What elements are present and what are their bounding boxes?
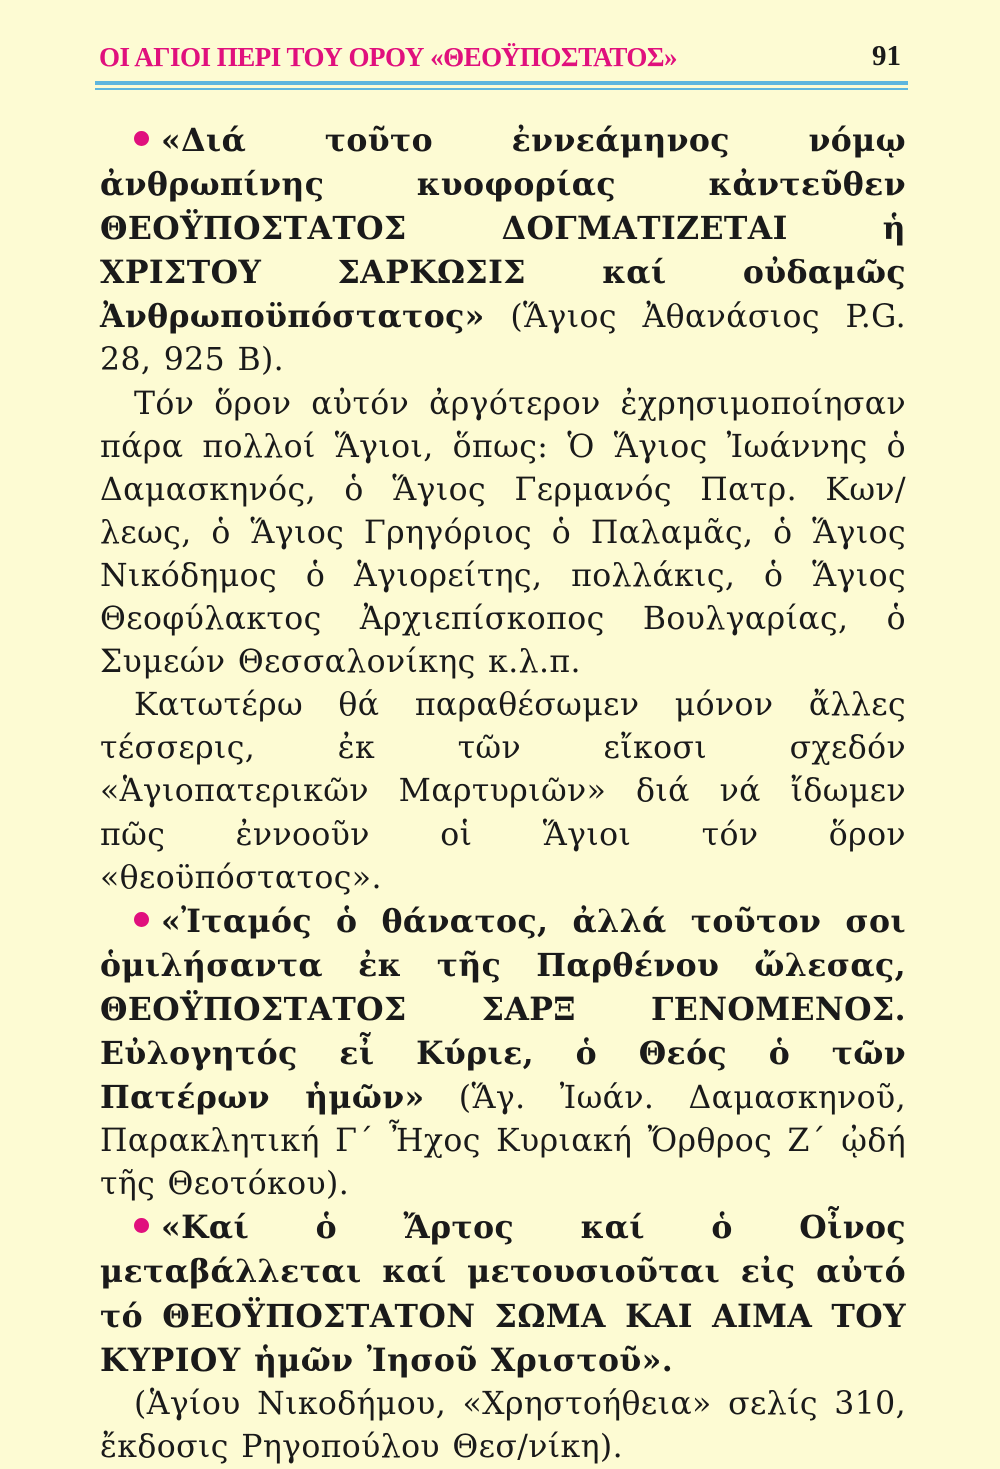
running-header <box>97 40 907 80</box>
header-rule-thin <box>95 88 908 90</box>
paragraph-damascene-quote <box>100 900 906 1207</box>
paragraph-athanasius-quote <box>100 119 906 383</box>
paragraph-nicodemus-source: (Ἁγίου Νικοδήμου, «Χρηστοήθεια» σελίς 310, ἔκδοσις Ρηγοπούλου Θεσ/νίκη). <box>100 1385 906 1465</box>
paragraph-introduction: Κατωτέρω θά παραθέσωμεν μόνον ἄλλες τέσσερις, ἐκ τῶν εἴκοσι σχεδόν «Ἁγιοπατερικῶν Μαρτυριῶν» διά νά ἴδωμεν πῶς ἐννοοῦν οἱ Ἅγιοι τόν ὅρον «θεοϋπόστατος». <box>100 687 906 896</box>
paragraph-eucharist-quote <box>100 1206 906 1382</box>
page-number: 91 <box>872 40 901 72</box>
quote-text: «Καί ὁ Ἄρτος καί ὁ Οἶνος μεταβάλλεται καί μετουσιοῦται εἰς αὐτό τό ΘΕΟΫΠΟΣΤΑΤΟΝ ΣΩΜΑ ΚΑΙ ΑΙΜΑ ΤΟΥ ΚΥΡΙΟΥ ἡμῶν Ἰησοῦ Χριστοῦ». <box>100 1209 906 1379</box>
page-body <box>100 119 906 1469</box>
quote-source: (Ἅγιος Ἀθανάσιος P.G. 28, 925 B). <box>100 299 906 379</box>
bullet-icon <box>134 912 149 927</box>
bullet-icon <box>134 131 149 146</box>
paragraph-saints-list: Τόν ὅρον αὐτόν ἀργότερον ἐχρησιμοποίησαν πάρα πολλοί Ἅγιοι, ὅπως: Ὁ Ἅγιος Ἰωάννης ὁ Δαμασκηνός, ὁ Ἅγιος Γερμανός Πατρ. Κων/λεως, ὁ Ἅγιος Γρηγόριος ὁ Παλαμᾶς, ὁ Ἅγιος Νικόδημος ὁ Ἁγιορείτης, πολλάκις, ὁ Ἅγιος Θεοφύλακτος Ἀρχιεπίσκοπος Βουλγαρίας, ὁ Συμεών Θεσσαλονίκης κ.λ.π. <box>100 385 906 681</box>
quote-source: (Ἅγ. Ἰωάν. Δαμασκηνοῦ, Παρακλητική Γ΄ Ἦχος Κυριακή Ὄρθρος Ζ΄ ᾠδή τῆς Θεοτόκου). <box>100 1080 907 1203</box>
header-rule-thick <box>95 81 908 85</box>
chapter-title: ΟΙ ΑΓΙΟΙ ΠΕΡΙ ΤΟΥ ΟΡΟΥ «ΘΕΟΫΠΟΣΤΑΤΟΣ» <box>99 42 678 72</box>
bullet-icon <box>134 1218 149 1233</box>
quote-text: «Ἰταμός ὁ θάνατος, ἀλλά τοῦτον σοι ὁμιλήσαντα ἐκ τῆς Παρθένου ὤλεσας, ΘΕΟΫΠΟΣΤΑΤΟΣ ΣΑΡΞ ΓΕΝΟΜΕΝΟΣ. Εὐλογητός εἶ Κύριε, ὁ Θεός ὁ τῶν Πατέρων ἡμῶν» <box>100 902 906 1117</box>
quote-text: «Διά τοῦτο ἐννεάμηνος νόμῳ ἀνθρωπίνης κυοφορίας κἀντεῦθεν ΘΕΟΫΠΟΣΤΑΤΟΣ ΔΟΓΜΑΤΙΖΕΤΑΙ ἡ ΧΡΙΣΤΟΥ ΣΑΡΚΩΣΙΣ καί οὐδαμῶς Ἀνθρωποϋπόστατος» <box>100 122 906 336</box>
